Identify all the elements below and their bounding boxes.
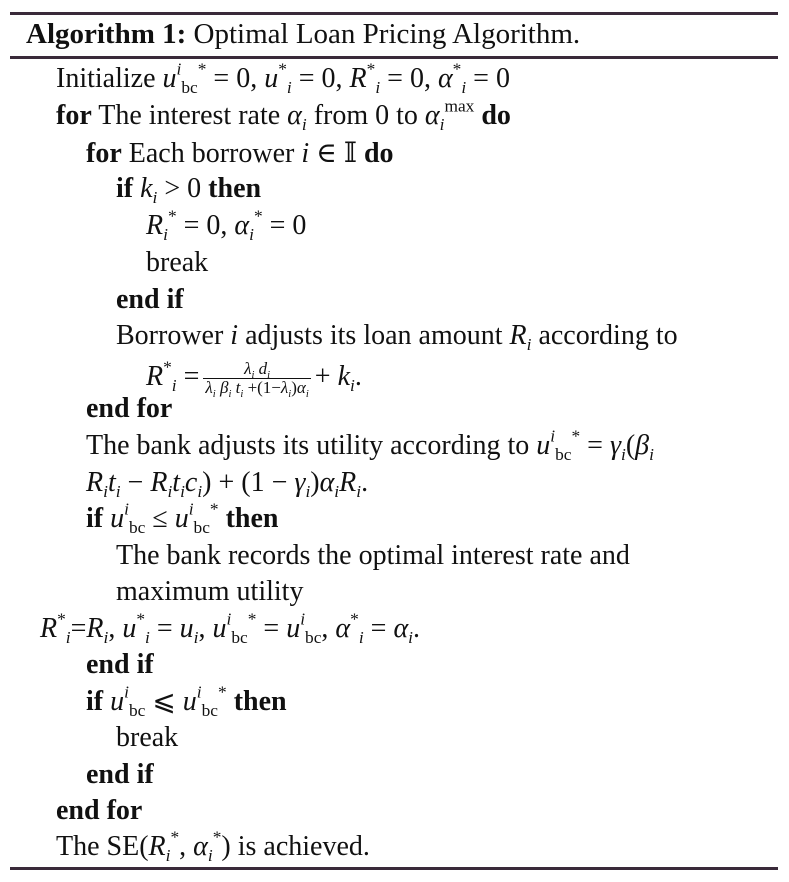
- initialize-math: $u^i_{bc}^* = 0$, $u^*_i = 0$, $R^*_i = 0$, $\alpha^*_i = 0$: [162, 59, 510, 98]
- i-math: i: [230, 320, 239, 351]
- from-to-text: from 0 to: [313, 100, 418, 131]
- line-end-for-interest: [56, 794, 142, 828]
- do-keyword: do: [481, 100, 511, 131]
- line-bank-records: [116, 539, 630, 573]
- r-i-math: $R_i$: [509, 320, 532, 355]
- end-if-keyword: end if: [116, 284, 184, 315]
- if-keyword: if: [86, 503, 104, 534]
- utility-le-math: $u^i_{bc} \le u^i_{bc}^*$: [110, 499, 219, 538]
- line-end-if: [116, 283, 184, 317]
- line-end-for-borrower: [86, 392, 172, 426]
- algorithm-caption: [26, 16, 580, 52]
- bank-utility-math: $u^i_{bc}^* = \gamma_i(\beta_i$: [536, 426, 654, 465]
- do-keyword: do: [363, 138, 394, 169]
- se-args-math: ($R_i^*$, $\alpha_i^*$): [139, 827, 231, 866]
- algorithm-label: Algorithm 1:: [26, 18, 187, 50]
- according-to-text: according to: [538, 320, 678, 351]
- se-text: The SE: [56, 831, 140, 862]
- line-end-if-3: [86, 758, 154, 792]
- alpha-i-math: $\alpha_i$: [287, 100, 307, 135]
- line-maximum-utility: [116, 575, 303, 609]
- line-for-borrower: [86, 136, 394, 171]
- for-interest-text: The interest rate: [98, 100, 281, 131]
- then-keyword: then: [208, 173, 262, 204]
- line-if-utility-2: [86, 682, 287, 721]
- break-text: break: [116, 722, 179, 753]
- top-rule: [10, 12, 778, 15]
- end-for-keyword: end for: [56, 795, 143, 826]
- line-for-interest: [56, 96, 511, 135]
- caption-rule: [10, 56, 778, 59]
- for-keyword: for: [86, 138, 122, 169]
- line-break-2: [116, 721, 178, 755]
- if-keyword: if: [116, 173, 134, 204]
- utility-leqslant-math: $u^i_{bc}$ ⩽ $u^i_{bc}^*$: [110, 682, 227, 721]
- line-if-k: [116, 172, 261, 206]
- line-loan-formula: [146, 357, 362, 400]
- line-bank-utility-cont: [86, 466, 368, 500]
- bank-utility-cont-math: $R_it_i - R_it_ic_i) + (1 - \gamma_i)\alpha_iR_i$.: [86, 467, 369, 502]
- k-condition-math: $k_i > 0$: [140, 173, 202, 208]
- alpha-max-math: $\alpha_i^{max}$: [424, 96, 475, 135]
- line-if-utility: [86, 499, 279, 538]
- then-keyword: then: [233, 686, 287, 717]
- break-text: break: [146, 247, 209, 278]
- bank-records-text: The bank records the optimal interest rate and: [116, 540, 630, 571]
- loan-formula-math: $R^*_i$ = $\frac{\lambda_i d_i}{\lambda_i \beta_i t_i +(1-\lambda_i)\alpha_i}$ + $k_i$.: [146, 357, 362, 400]
- each-borrower-text: Each borrower: [128, 138, 295, 169]
- bank-adjusts-text: The bank adjusts its utility according to: [86, 430, 530, 461]
- if-keyword: if: [86, 686, 104, 717]
- line-se-achieved: [56, 827, 370, 866]
- reset-math: $R_i^* = 0$, $\alpha_i^* = 0$: [146, 206, 307, 245]
- line-end-if-2: [86, 648, 154, 682]
- assign-optimal-math: $R^*_i=R_i$, $u^*_i = u_i$, $u^i_{bc}^* = u^i_{bc}$, $\alpha^*_i = \alpha_i$.: [40, 609, 420, 648]
- is-achieved-text: is achieved.: [237, 831, 370, 862]
- loan-fraction: $\frac{\lambda_i d_i}{\lambda_i \beta_i t_i +(1-\lambda_i)\alpha_i}$: [205, 359, 309, 400]
- line-initialize: [56, 59, 510, 98]
- borrower-set-math: i ∈ 𝕀: [301, 136, 357, 169]
- line-borrower-adjusts: [116, 319, 678, 353]
- maximum-utility-text: maximum utility: [116, 576, 304, 607]
- algorithm-title: Optimal Loan Pricing Algorithm.: [193, 18, 581, 50]
- line-assign-optimal: [40, 609, 420, 648]
- end-for-keyword: end for: [86, 393, 173, 424]
- bottom-rule: [10, 867, 778, 870]
- line-bank-adjusts: [86, 426, 654, 465]
- line-reset: [146, 206, 307, 245]
- end-if-keyword: end if: [86, 759, 154, 790]
- end-if-keyword: end if: [86, 649, 154, 680]
- then-keyword: then: [225, 503, 279, 534]
- for-keyword: for: [56, 100, 92, 131]
- algorithm-block: [10, 10, 778, 872]
- adjusts-text: adjusts its loan amount: [245, 320, 503, 351]
- line-break: [146, 246, 208, 280]
- borrower-text: Borrower: [116, 320, 224, 351]
- initialize-keyword: Initialize: [56, 63, 156, 94]
